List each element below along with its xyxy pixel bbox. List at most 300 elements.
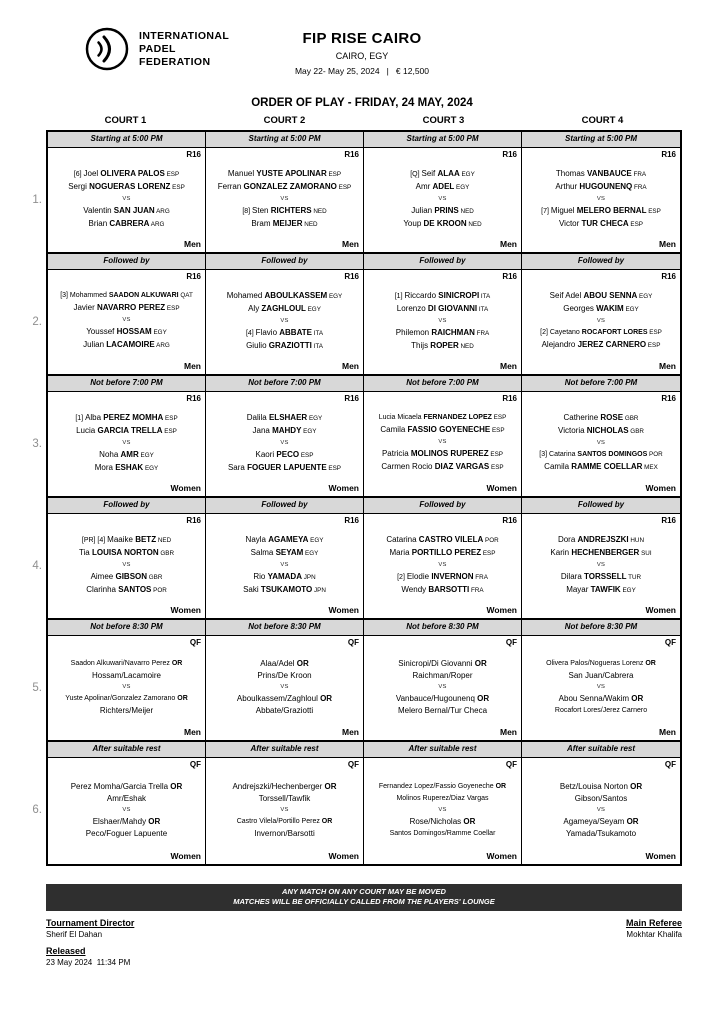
player-line — [397, 572, 488, 583]
player-first-name: Miguel — [550, 205, 577, 215]
player-last-name: ALAA — [437, 168, 460, 178]
player-line — [396, 794, 488, 804]
category-label: Men — [500, 239, 517, 249]
session-time-band: Not before 8:30 PM — [206, 620, 364, 636]
category-label: Women — [645, 483, 676, 493]
seed-label: [7] — [541, 207, 551, 215]
team-1 — [68, 169, 185, 193]
player-first-name: Julian — [411, 205, 435, 215]
country-code: QAT — [178, 292, 193, 299]
vs-label: VS — [596, 561, 606, 568]
category-label: Men — [659, 239, 676, 249]
team-2 — [403, 206, 481, 230]
player-first-name: Alejandro — [541, 340, 578, 349]
teams — [52, 159, 201, 239]
team-1 — [555, 169, 646, 193]
team-1 — [386, 535, 498, 559]
player-first-name: Sergi — [68, 181, 90, 191]
player-line — [566, 829, 636, 839]
country-code: GBR — [628, 428, 644, 435]
released-datetime: 23 May 2024 11:34 PM — [46, 958, 131, 967]
pair-names: Invernon/Barsotti — [254, 828, 315, 838]
player-first-name: Clarinha — [86, 584, 119, 594]
player-line — [256, 450, 314, 461]
pair-names: Gibson/Santos — [574, 793, 628, 803]
player-first-name: Brian — [88, 218, 110, 228]
country-code: FRA — [631, 170, 647, 178]
player-line — [89, 219, 165, 230]
player-line — [390, 548, 496, 559]
player-first-name: Victoria — [558, 426, 587, 435]
player-last-name: ABBATE — [279, 327, 312, 337]
vs-label: VS — [122, 439, 131, 446]
player-last-name: YAMADA — [267, 571, 302, 581]
team-1 — [410, 169, 475, 193]
team-2 — [390, 817, 496, 839]
player-first-name: Aly — [248, 303, 262, 313]
country-code: ESP — [165, 305, 180, 312]
player-last-name: RAMME COELLAR — [571, 462, 643, 471]
vs-label: VS — [596, 440, 606, 446]
player-line — [558, 426, 644, 437]
match-cell — [522, 514, 680, 620]
teams — [210, 769, 359, 851]
pair-names: Raichman/Roper — [412, 670, 473, 680]
player-last-name: HUGOUNENQ — [579, 181, 633, 191]
player-line — [560, 782, 642, 792]
player-line — [218, 182, 351, 193]
player-last-name: SANTOS — [118, 584, 152, 594]
player-line — [100, 706, 153, 716]
match-cell — [364, 392, 522, 498]
player-line — [401, 585, 483, 596]
session-time-band: After suitable rest — [364, 742, 522, 758]
player-first-name: Bram — [251, 218, 273, 228]
round-label: QF — [664, 638, 676, 647]
round-label: R16 — [344, 516, 359, 525]
or-label: OR — [168, 781, 183, 791]
player-line — [398, 659, 487, 669]
country-code: EGY — [305, 305, 321, 313]
or-label: OR — [319, 817, 333, 825]
player-first-name: Joel — [83, 168, 101, 178]
or-label: OR — [294, 658, 309, 668]
main-referee-label: Main Referee — [625, 918, 682, 928]
row-number: 6. — [32, 804, 42, 816]
team-1 — [218, 169, 351, 193]
team-2 — [237, 817, 333, 839]
or-label: OR — [146, 816, 161, 826]
round-label: QF — [189, 760, 201, 769]
teams — [52, 647, 201, 727]
player-last-name: NICHOLAS — [586, 426, 629, 435]
category-label: Women — [328, 851, 359, 861]
session-time-band: Not before 8:30 PM — [48, 620, 206, 636]
team-2 — [539, 450, 662, 473]
row-number: 4. — [32, 560, 42, 572]
player-first-name: Victor — [558, 218, 582, 228]
player-line — [396, 328, 489, 339]
player-last-name: HECHENBERGER — [571, 547, 640, 557]
team-1 — [247, 413, 323, 437]
team-1 — [558, 413, 644, 437]
session-time-band: Followed by — [364, 498, 522, 514]
session-time-band: Not before 7:00 PM — [364, 376, 522, 392]
country-code: EGY — [303, 549, 319, 557]
country-code: ITA — [479, 292, 491, 300]
player-line — [546, 659, 656, 669]
pair-names: Amr/Eshak — [106, 793, 147, 803]
round-label: QF — [347, 638, 359, 647]
session-time-band: After suitable rest — [522, 742, 680, 758]
player-line — [416, 182, 470, 193]
player-line — [246, 341, 323, 352]
category-label: Men — [342, 239, 359, 249]
teams — [368, 769, 517, 851]
country-code: EGY — [637, 293, 653, 300]
player-line — [92, 671, 161, 681]
player-first-name: Dilara — [560, 571, 584, 581]
player-last-name: DI GIOVANNI — [427, 303, 478, 313]
player-line — [99, 450, 154, 461]
player-first-name: Dalila — [246, 412, 269, 422]
country-code: POR — [483, 536, 499, 544]
country-code: HUN — [628, 536, 645, 544]
round-label: QF — [664, 760, 676, 769]
pair-names: Alaa/Adel — [260, 658, 295, 668]
tournament-location: CAIRO, EGY — [335, 51, 389, 61]
match-cell — [522, 392, 680, 498]
player-last-name: AGAMEYA — [268, 534, 309, 544]
country-code: GBR — [147, 573, 163, 581]
session-time-band: Followed by — [206, 254, 364, 270]
player-line — [95, 463, 159, 474]
player-last-name: BARSOTTI — [428, 584, 470, 594]
player-line — [86, 585, 167, 596]
player-first-name: Sara — [227, 462, 248, 472]
teams — [526, 159, 676, 239]
country-code: ESP — [299, 451, 314, 459]
team-2 — [561, 572, 641, 596]
session-time-band: Followed by — [48, 498, 206, 514]
player-line — [251, 548, 319, 559]
team-1 — [60, 291, 193, 314]
pair-names: Perez Momha/Garcia Trella — [70, 781, 169, 791]
player-line — [71, 659, 183, 669]
country-code: ESP — [491, 414, 507, 421]
team-2 — [83, 327, 170, 351]
vs-label: VS — [280, 806, 289, 813]
pair-names: Andrejszki/Hechenberger — [232, 781, 323, 791]
tournament-director-label: Tournament Director — [46, 918, 135, 928]
player-first-name: Flavio — [255, 327, 280, 337]
player-last-name: ADEL — [432, 181, 455, 191]
seed-label: [1] — [75, 414, 86, 422]
category-label: Women — [645, 851, 676, 861]
player-last-name: SAN JUAN — [113, 205, 155, 215]
player-line — [83, 206, 170, 217]
vs-label: VS — [122, 683, 131, 690]
vs-label: VS — [596, 683, 606, 690]
pair-names: Saadon Alkuwari/Navarro Perez — [70, 659, 170, 667]
country-code: ESP — [646, 207, 661, 215]
player-first-name: Ferran — [217, 181, 244, 191]
country-code: ARG — [149, 220, 165, 228]
logo-line-1: INTERNATIONAL — [139, 29, 230, 42]
player-last-name: PECO — [276, 449, 300, 459]
country-code: ESP — [647, 329, 662, 336]
player-line — [396, 694, 489, 704]
country-code: NED — [302, 220, 318, 228]
country-code: GBR — [623, 415, 639, 422]
player-line — [75, 413, 177, 424]
teams — [368, 403, 517, 483]
player-last-name: FERNANDEZ LOPEZ — [423, 414, 492, 421]
notice-line-1: ANY MATCH ON ANY COURT MAY BE MOVED — [282, 887, 446, 896]
player-line — [79, 548, 174, 559]
player-line — [542, 340, 661, 351]
country-code: ESP — [164, 170, 180, 178]
country-code: ESP — [489, 464, 504, 471]
player-first-name: Philemon — [395, 327, 432, 337]
player-line — [65, 694, 188, 704]
match-cell — [364, 758, 522, 864]
vs-label: VS — [438, 195, 447, 202]
player-line — [237, 694, 332, 704]
player-first-name: Noha — [99, 449, 121, 459]
country-code: EGY — [623, 306, 639, 313]
country-code: ESP — [326, 170, 342, 178]
player-line — [563, 413, 638, 424]
player-first-name: Mohammed — [69, 292, 109, 299]
player-first-name: Seif Adel — [549, 291, 584, 300]
session-time-band: Starting at 5:00 PM — [206, 132, 364, 148]
footer-left — [46, 918, 682, 967]
team-1 — [227, 291, 343, 315]
country-code: EGY — [151, 329, 167, 336]
team-2 — [396, 328, 489, 352]
category-label: Women — [170, 605, 201, 615]
team-2 — [381, 449, 503, 473]
player-line — [563, 304, 639, 315]
country-code: ESP — [490, 427, 505, 434]
player-line — [541, 206, 661, 217]
teams — [210, 281, 359, 361]
team-1 — [75, 413, 177, 437]
player-last-name: ROPER — [430, 340, 459, 350]
pair-names: Castro Vilela/Portillo Perez — [236, 817, 320, 825]
player-line — [410, 817, 476, 827]
category-label: Men — [184, 239, 201, 249]
seed-label: [PR] [4] — [81, 536, 108, 544]
country-code: EGY — [138, 451, 154, 459]
player-line — [247, 413, 323, 424]
seed-label: [3] — [60, 292, 70, 299]
player-last-name: ROSE — [600, 413, 624, 422]
player-line — [86, 327, 167, 338]
player-line — [251, 219, 317, 230]
vs-label: VS — [280, 683, 289, 690]
player-line — [60, 291, 193, 301]
session-time-band: Not before 7:00 PM — [522, 376, 680, 392]
or-label: OR — [627, 781, 643, 791]
player-last-name: DIAZ VARGAS — [434, 462, 490, 471]
country-code: NED — [458, 207, 474, 215]
player-last-name: SINICROPI — [438, 290, 480, 300]
vs-label: VS — [596, 318, 606, 324]
player-last-name: SANTOS DOMINGOS — [577, 451, 648, 458]
player-line — [232, 782, 336, 792]
category-label: Men — [342, 361, 359, 371]
player-first-name: Javier — [73, 303, 98, 312]
player-line — [411, 206, 474, 217]
round-label: R16 — [186, 516, 201, 525]
player-first-name: Saki — [243, 584, 261, 594]
player-first-name: Seif — [421, 168, 438, 178]
round-label: R16 — [661, 272, 676, 281]
player-last-name: GARCIA TRELLA — [97, 425, 163, 435]
player-first-name: Elodie — [406, 571, 432, 581]
player-last-name: TAWFIK — [590, 584, 621, 594]
player-line — [237, 817, 333, 827]
player-first-name: Lorenzo — [396, 303, 428, 313]
round-label: R16 — [502, 394, 517, 403]
player-last-name: MEIJER — [272, 218, 303, 228]
match-cell — [206, 758, 364, 864]
country-code: ESP — [170, 183, 185, 191]
player-first-name: Thijs — [411, 340, 431, 350]
match-cell — [48, 636, 206, 742]
country-code: EGY — [301, 427, 317, 435]
country-code: ESP — [488, 451, 504, 458]
player-last-name: VANBAUCE — [587, 168, 632, 178]
country-code: POR — [647, 451, 663, 458]
notice-line-2: MATCHES WILL BE OFFICIALLY CALLED FROM THE PLAYERS' LOUNGE — [233, 897, 495, 906]
country-code: ESP — [646, 342, 661, 349]
player-last-name: PORTILLO PEREZ — [411, 547, 482, 557]
player-first-name: Karin — [550, 547, 572, 557]
court-header-2: COURT 2 — [263, 115, 306, 126]
row-number: 1. — [32, 194, 42, 206]
round-label: QF — [505, 638, 517, 647]
player-first-name: Maria — [389, 547, 412, 557]
round-label: R16 — [344, 150, 359, 159]
vs-label: VS — [280, 561, 289, 568]
player-last-name: TSUKAMOTO — [260, 584, 313, 594]
player-first-name: Catherine — [563, 413, 601, 422]
player-line — [91, 572, 163, 583]
match-cell — [364, 636, 522, 742]
court-header-3: COURT 3 — [422, 115, 465, 126]
vs-label: VS — [122, 561, 131, 568]
player-line — [411, 341, 474, 352]
country-code: TUR — [626, 573, 642, 581]
team-2 — [228, 450, 341, 474]
player-first-name: Valentin — [83, 205, 114, 215]
pair-names: Melero Bernal/Tur Checa — [397, 705, 488, 715]
teams — [526, 647, 676, 727]
category-label: Women — [170, 851, 201, 861]
team-2 — [65, 694, 188, 716]
player-last-name: GONZALEZ ZAMORANO — [243, 181, 337, 191]
player-line — [390, 829, 496, 839]
player-line — [544, 462, 658, 473]
teams — [526, 525, 676, 605]
player-last-name: ROCAFORT LORES — [581, 329, 648, 336]
player-line — [107, 794, 146, 804]
player-last-name: MOLINOS RUPEREZ — [410, 449, 489, 458]
player-first-name: Catarina — [549, 451, 578, 458]
row-number: 3. — [32, 438, 42, 450]
player-line — [256, 706, 313, 716]
team-1 — [71, 659, 183, 681]
pair-names: Abbate/Graziotti — [255, 705, 314, 715]
player-last-name: INVERNON — [431, 571, 474, 581]
session-time-band: Followed by — [522, 498, 680, 514]
country-code: POR — [151, 586, 167, 594]
country-code: EGY — [308, 536, 324, 544]
player-line — [73, 303, 179, 314]
category-label: Men — [500, 727, 517, 737]
team-2 — [86, 572, 167, 596]
player-line — [559, 219, 643, 230]
or-label: OR — [474, 693, 490, 703]
vs-label: VS — [596, 195, 606, 202]
player-last-name: SEYAM — [275, 547, 304, 557]
country-code: MEX — [642, 464, 658, 471]
country-code: ESP — [336, 183, 352, 191]
player-first-name: Riccardo — [404, 290, 439, 300]
match-cell — [48, 758, 206, 864]
player-line — [68, 182, 185, 193]
player-first-name: Catarina — [386, 534, 419, 544]
player-first-name: Mora — [94, 462, 116, 472]
country-code: GBR — [158, 549, 175, 557]
vs-label: VS — [596, 806, 606, 813]
player-last-name: FOGUER LAPUENTE — [247, 462, 327, 472]
player-first-name: Salma — [250, 547, 276, 557]
player-last-name: ABOULKASSEM — [264, 290, 328, 300]
or-label: OR — [461, 816, 476, 826]
teams — [368, 647, 517, 727]
team-2 — [246, 328, 323, 352]
pair-names: Rose/Nicholas — [409, 816, 462, 826]
tournament-director-name: Sherif El Dahan — [46, 930, 103, 939]
teams — [210, 403, 359, 483]
player-first-name: Patricia — [381, 449, 411, 458]
country-code: ESP — [628, 220, 643, 228]
country-code: EGY — [620, 586, 636, 594]
category-label: Men — [184, 361, 201, 371]
teams — [368, 281, 517, 361]
vs-label: VS — [438, 561, 447, 568]
or-label: OR — [317, 693, 333, 703]
round-label: R16 — [502, 150, 517, 159]
teams — [210, 647, 359, 727]
player-last-name: CASTRO VILELA — [418, 534, 484, 544]
tournament-title: FIP RISE CAIRO — [302, 30, 422, 47]
player-line — [76, 426, 177, 437]
match-cell — [522, 270, 680, 376]
player-line — [412, 671, 472, 681]
session-time-band: Not before 7:00 PM — [48, 376, 206, 392]
match-cell — [206, 148, 364, 254]
team-1 — [246, 535, 324, 559]
player-line — [246, 328, 323, 339]
player-first-name: Lucia Micaela — [378, 414, 424, 421]
player-first-name: Wendy — [401, 584, 429, 594]
vs-label: VS — [280, 317, 289, 324]
